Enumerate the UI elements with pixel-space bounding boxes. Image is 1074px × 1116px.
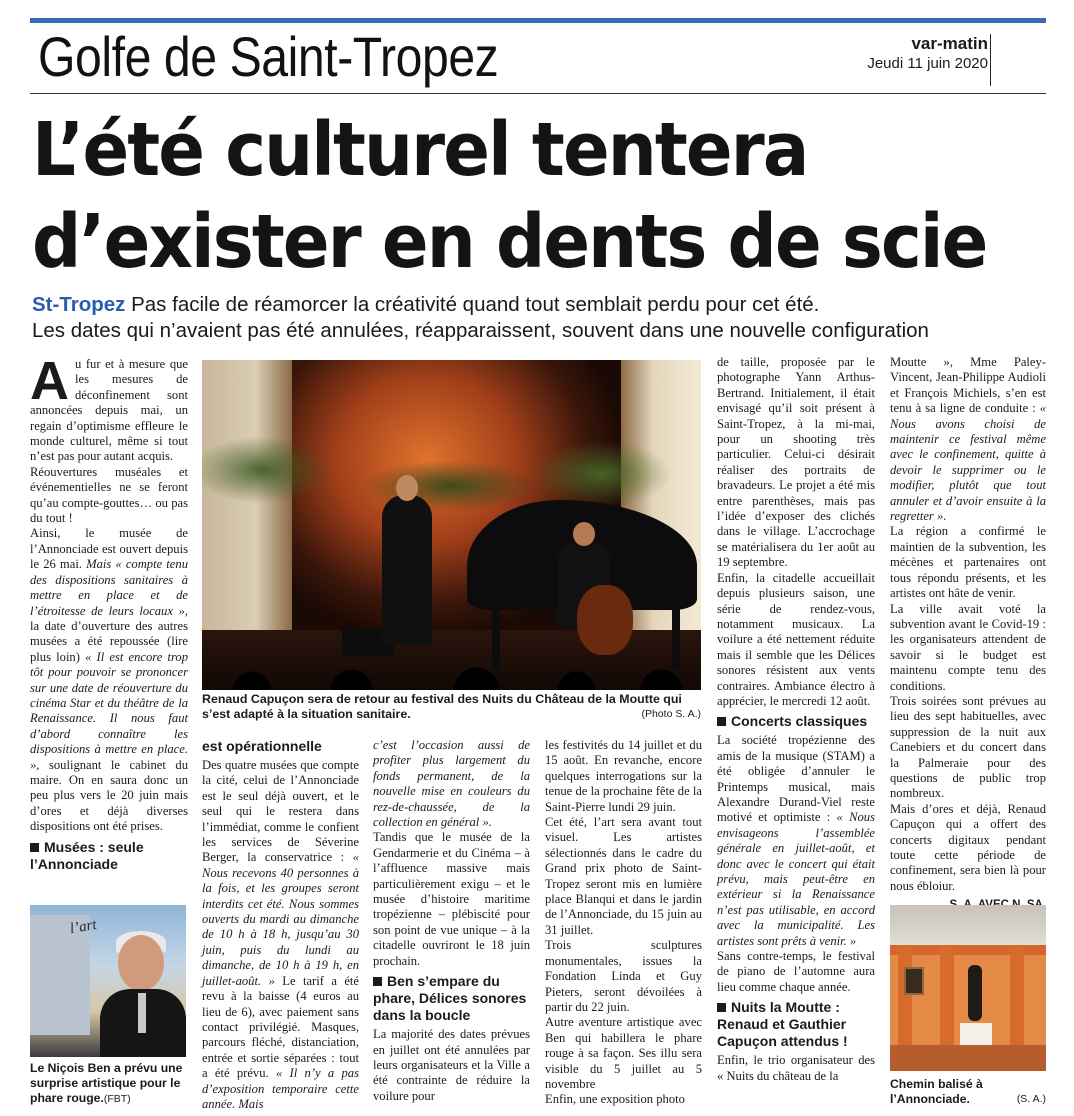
column-4: [545, 738, 702, 1108]
paragraph: de taille, proposée par le photographe Yann Arthus-Bertrand. Initialement, il était envisagé qu’il soit présent à Saint-Tropez, à la mi-mai, pour un shooting très particulier. Celui-ci désirait réaliser des portraits de bravadeurs. Le projet a été mis entre parenthèses, mais pas l’idée d’exposer des clichés dans le village. L’accrochage se matérialisera du 1er août au 19 septembre.: [717, 355, 875, 570]
masthead-divider: [990, 34, 991, 86]
header-rule: [30, 93, 1046, 94]
column-3: [373, 738, 530, 1104]
paragraph: Enfin, une exposition photo: [545, 1092, 685, 1107]
photo-annonciade: [890, 905, 1046, 1071]
caption-concert: Renaud Capuçon sera de retour au festival des Nuits du Château de la Moutte qui s’est adapté à la situation sanitaire. (Photo S. A.): [202, 692, 701, 721]
paragraph: Ainsi, le musée de l’Annonciade est ouvert depuis le 26 mai. Mais « compte tenu des dispositions sanitaires à mettre en place et de l’étroitesse de leurs locaux », la date d’ouverture des autres musées a été repoussée (lire plus loin) « Il est encore trop tôt pour pouvoir se prononcer sur une date de réouverture du cinéma Star et du théâtre de la Renaissance. Il nous faut d’abord connaître les dispositions à mettre en place. », soulignant le cabinet du maire. On en saura donc un peu plus vers le 20 juin mais d’ores et déjà diverses dispositions ont été prises.: [30, 526, 188, 834]
subhead-nuits: Nuits la Moutte : Renaud et Gauthier Capuçon attendus !: [717, 999, 848, 1050]
article-headline: [32, 104, 1042, 288]
paragraph: La ville avait voté la subvention avant le Covid-19 : les organisateurs attendent de savoir si le budget est maintenu compte tenu des conditions.: [890, 601, 1046, 693]
photo-credit: (FBT): [103, 1093, 131, 1105]
subhead-continued: est opérationnelle: [202, 738, 322, 754]
column-6: [890, 355, 1046, 914]
paragraph: Moutte », Mme Paley-Vincent, Jean-Philippe Audioli et François Michiels, s’en est tenu à sa ligne de conduite : « Nous avons choisi de maintenir ce festival même avec le confinement, quitte à devoir le supprimer ou le modifier, plutôt que tout annuler et d’avoir ensuite à la regretter ».: [890, 355, 1046, 524]
newspaper-brand: var-matin: [911, 34, 988, 53]
paragraph: Autre aventure artistique avec Ben qui habillera le phare rouge à sa façon. Ses illu sera visible du 5 juillet au 5 novembre: [545, 1015, 702, 1091]
section-title: Golfe de Saint-Tropez: [38, 25, 499, 88]
paragraph: Mais d’ores et déjà, Renaud Capuçon qui a offert des concerts digitaux pendant toute cette période de confinement, sera bien là pour nous ébloiur.: [890, 801, 1046, 893]
headline-line-2: d’exister en dents de scie: [32, 199, 987, 285]
column-1: [30, 351, 188, 876]
paragraph: Cet été, l’art sera avant tout visuel. Les artistes sélectionnés dans le cadre du Grand prix photo de Saint-Tropez seront mis en lumière place Blanqui et dans le jardin de l’Annonciade, du 15 juin au 31 juillet.: [545, 815, 702, 937]
paragraph: La région a confirmé le maintien de la subvention, les mécènes et partenaires ont tous répondu présents, et les artistes ont hâte de venir.: [890, 524, 1046, 601]
square-bullet-icon: [373, 977, 382, 986]
ben-sign-text: l’art: [68, 916, 98, 938]
issue-date: Jeudi 11 juin 2020: [867, 55, 988, 72]
paragraph: La majorité des dates prévues en juillet ont été annulées par leurs organisateurs et la Ville a été contrainte de réduire la voilure pour: [373, 1027, 530, 1103]
square-bullet-icon: [717, 1003, 726, 1012]
paragraph: Trois soirées sont prévues au lieu des sept habituelles, avec suppression de la nuit aux Canebiers et du concert dans la Palmeraie pour des questions de public trop nombreux.: [890, 693, 1046, 801]
photo-ben: [30, 905, 186, 1057]
article-lede: [32, 292, 1048, 344]
lede-line-2: Les dates qui n’avaient pas été annulées, réapparaissent, souvent dans une nouvelle configuration: [32, 319, 929, 342]
paragraph: u fur et à mesure que les mesures de déconfinement sont annoncées depuis mai, un regain d’optimisme effleure le monde culturel, même si tout n’est pas pour autant acquis.: [30, 357, 188, 464]
column-2: [202, 738, 359, 1112]
photo-concert: [202, 360, 701, 690]
subhead-musees: Musées : seule l’Annonciade: [30, 838, 144, 872]
photo-credit: (S. A.): [1016, 1093, 1046, 1105]
paragraph: c’est l’occasion aussi de profiter plus largement du fonds permanent, de la nouvelle mise en couleurs du rez-de-chaussée, de la collection en général ».: [373, 738, 530, 830]
paragraph: Trois sculptures monumentales, issues la Fondation Linda et Guy Pieters, seront dévoilées à partir du 22 juin.: [545, 938, 702, 1014]
paragraph: Réouvertures muséales et événementielles ne se feront qu’au compte-gouttes… ou pas du tout !: [30, 464, 188, 526]
subhead-concerts: Concerts classiques: [717, 713, 875, 730]
subhead-ben: Ben s’empare du phare, Délices sonores dans la boucle: [373, 973, 527, 1024]
square-bullet-icon: [717, 717, 726, 726]
dateline-place: St-Tropez: [32, 293, 126, 316]
caption-annonciade: Chemin balisé à l’Annonciade. (S. A.): [890, 1077, 1046, 1106]
masthead: [867, 34, 988, 74]
paragraph: Des quatre musées que compte la cité, celui de l’Annonciade est le seul déjà ouvert, et le seul qui le restera dans l’immédiat, comme le confient les services de Séverine Berger, la conservatrice : « Nous recevons 40 personnes à la fois, et les groupes seront interdits cet été. Nous sommes ouverts du mardi au dimanche de 10 h à 18 h, jusqu’au 30 juin, puis du lundi au dimanche, de 10 h à 19 h, en juillet-août. » Le tarif a été revu à la baisse (4 euros au lieu de 6), avec paiement sans contact privilégié. Masques, parcours fléché, distanciation, entrée et sortie séparées : tout a été prévu. « Il n’y a pas d’exposition temporaire cette année. Mais: [202, 758, 359, 1111]
lede-line-1: Pas facile de réamorcer la créativité quand tout semblait perdu pour cet été.: [131, 293, 820, 316]
photo-credit: (Photo S. A.): [641, 708, 701, 720]
paragraph: Enfin, la citadelle accueillait depuis plusieurs saison, une série de rendez-vous, notamment musicaux. La voilure a été nettement réduite mais il semble que les Délices sonores résistent aux vents contraires. Ambiance électro à apprécier, le mercredi 12 août.: [717, 570, 875, 708]
column-5: [717, 355, 875, 1084]
caption-ben: Le Niçois Ben a prévu une surprise artistique pour le phare rouge.(FBT): [30, 1061, 183, 1105]
paragraph: Tandis que le musée de la Gendarmerie et du Cinéma – à l’affluence massive mais particulièrement exigu – et le musée d’histoire maritime tropézienne – plébiscité pour son point de vue unique – à la citadelle ouvriront le 18 juin prochain.: [373, 830, 530, 968]
top-color-bar: [30, 18, 1046, 23]
paragraph: les festivités du 14 juillet et du 15 août. En revanche, encore quelques interrogations sur la tenue de la prochaine fête de la Saint-Pierre lundi 29 juin.: [545, 738, 702, 814]
paragraph: Sans contre-temps, le festival de piano de l’automne aura lieu comme chaque année.: [717, 949, 875, 994]
headline-line-1: L’été culturel tentera: [32, 107, 808, 193]
drop-cap: A: [30, 351, 69, 411]
paragraph: Enfin, le trio organisateur des « Nuits du château de la: [717, 1053, 875, 1083]
square-bullet-icon: [30, 843, 39, 852]
paragraph: La société tropézienne des amis de la musique (STAM) a été obligée d’annuler le Printemps musical, mais Alexandre Durand-Viel reste motivé et optimiste : « Nous envisageons l’assemblée générale en juillet-août, et donc avec le concert qui était prévu, mais peut-être en extérieur si la Renaissance n’est pas utilisable, en accord avec la municipalité. Les artistes sont prêts à venir. »: [717, 733, 876, 948]
